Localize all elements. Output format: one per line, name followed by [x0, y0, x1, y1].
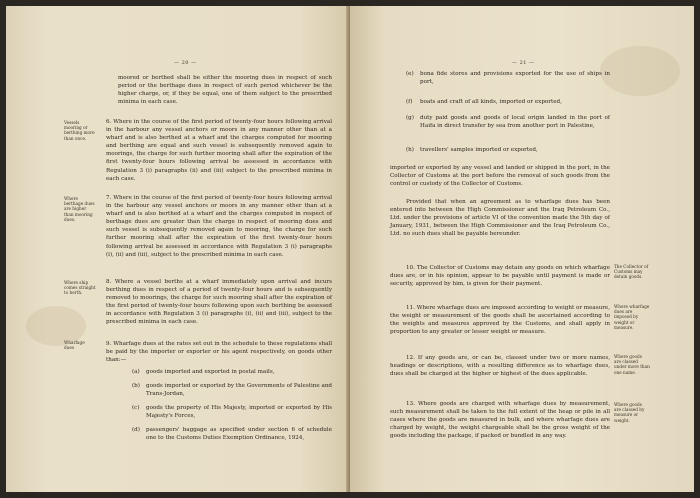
section-12	[390, 354, 610, 378]
margin-note-9: Wharfage dues	[64, 340, 85, 351]
section-6	[106, 118, 332, 183]
section-number: 12.	[406, 355, 415, 361]
item-text: goods the property of His Majesty, imported or exported by His Majesty's Forces,	[146, 405, 332, 420]
section-text: Wharfage dues at the rates set out in the schedule to these regulations shall be paid by the importer or exporter or his agent respectively, on goods other than:—	[106, 341, 333, 364]
item-text: travellers' samples imported or exported,	[420, 147, 538, 153]
item-label: (d)	[132, 427, 140, 433]
section-text: If any goods are, or can be, classed under two or more names, headings or descriptions, with a resulting difference as to wharfage dues, dues shall be charged at the higher or highest of the dues applicable.	[390, 355, 610, 378]
section-text: Where in the course of the first period of twenty-four hours following arrival in the harbour any vessel anchors or moors in any manner other than at a wharf and is also berthed at a wharf and the charges computed in respect of berthage dues are greater than the charge in respect of mooring dues and such vessel is subsequently removed again to mooring, the charge for such further mooring shall after the expiration of the first twenty-four hours following arrival be assessed in accordance with Regulation 3 (i) paragraphs (i), (ii) and (iii), subject to the prescribed minima in each case.	[106, 195, 333, 258]
left-page	[6, 6, 350, 492]
open-booklet	[6, 6, 694, 492]
right-page-number: — 21 —	[512, 60, 535, 66]
item-label: (c)	[132, 405, 140, 411]
item-label: (a)	[132, 369, 140, 375]
item-text: goods imported or exported by the Governments of Palestine and Trans-Jordan,	[146, 383, 332, 398]
exemption-item-a	[132, 368, 332, 376]
section-9	[106, 340, 332, 364]
section-number: 8.	[106, 279, 112, 285]
section-text: Where in the course of the first period of twenty-four hours following arrival in the harbour any vessel anchors or moors in any manner other than at a wharf and is also berthed at a wharf and the charges computed for mooring and berthing are equal and such vessel is subsequently removed again to moorings, the charge for such further mooring shall after the expiration of the first twenty-four hours following arrival be assessed in accordance with Regulation 3 (i) paragraphs (ii) and (iii) subject to the prescribed minima in each case.	[106, 119, 333, 182]
item-label: (e)	[406, 71, 414, 77]
section-number: 7.	[106, 195, 112, 201]
exemption-item-b	[132, 382, 332, 398]
item-text: bona fide stores and provisions exported for the use of ships in port,	[420, 71, 610, 86]
margin-note-8: Where ship comes straight to berth.	[64, 280, 96, 296]
item-label: (b)	[132, 383, 140, 389]
section-number: 9.	[106, 341, 112, 347]
section-number: 10.	[406, 265, 415, 271]
margin-note-6: Vessels mooring or berthing more than once.	[64, 120, 95, 141]
section-text: Where a vessel berths at a wharf immediately upon arrival and incurs berthing dues in respect of a period of twenty-four hours and is subsequently removed to moorings, the charge for such mooring shall after the expiration of the first period of twenty-four hours following upon such berthing be assessed in accordance with Regulation 3 (i) paragraphs (i), (ii) and (iii), subject to the prescribed minima in each case.	[106, 279, 333, 326]
paper-stain	[600, 46, 680, 96]
item-text: goods imported and exported in postal mails,	[146, 369, 275, 375]
margin-note-13: Where goods are classed by measure or weight.	[614, 402, 645, 423]
section-text: Where goods are charged with wharfage dues by measurement, such measurement shall be taken to the full extent of the heap or pile in all cases where the goods are measured in bulk, and where wharfage dues are charged by weight, the weight chargeable shall be the gross weight of the goods including the package, if packed or bundled in any way.	[390, 401, 610, 440]
item-text: passengers' baggage as specified under section 6 of schedule one to the Customs Duties Exemption Ordinance, 1924,	[146, 427, 332, 442]
item-text: boats and craft of all kinds, imported or exported,	[420, 99, 562, 105]
right-page	[350, 6, 694, 492]
left-intro-paragraph: moored or berthed shall be either the mooring dues in respect of such period or the berthage dues in respect of such period whichever be the higher charge, or, if they be equal, one of them subject to the prescribed minima in each case.	[118, 75, 332, 106]
item-label: (g)	[406, 115, 414, 121]
section-8	[106, 278, 332, 327]
margin-note-7: Where berthage dues are higher than mooring dues.	[64, 196, 95, 222]
section-number: 13.	[406, 401, 415, 407]
exemption-item-g	[406, 114, 610, 130]
iraq-petroleum-proviso: Provided that when an agreement as to wharfage dues has been entered into between the High Commissioner and the Iraq Petroleum Co., Ltd. under the provisions of article VI of the convention made the 5th day of January, 1931, between the High Commissioner and the Iraq Petroleum Co., Ltd. no such dues shall be payable hereunder.	[390, 199, 610, 238]
item-text: duty paid goods and goods of local origin landed in the port of Haifa in direct transfer by sea from another port in Palestine,	[420, 115, 610, 130]
section-text: Where wharfage dues are imposed according to weight or measure, the weight or measurement of the goods shall be ascertained according to the weights and measures approved by the Customs, and shall apply in proportion to any greater or lesser weight or measure.	[390, 305, 610, 336]
item-label: (h)	[406, 147, 414, 153]
exemption-item-f	[406, 98, 610, 106]
section-10	[390, 264, 610, 288]
section-number: 6.	[106, 119, 112, 125]
item-label: (f)	[406, 99, 413, 105]
margin-note-12: Where goods are classed under more than one name.	[614, 354, 650, 375]
section-7	[106, 194, 332, 259]
margin-note-11: Where wharfage dues are imposed by weight or measure.	[614, 304, 650, 330]
margin-note-10: The Collector of Customs may detain goods.	[614, 264, 649, 280]
section-text: The Collector of Customs may detain any goods on which wharfage dues are, or in his opinion, appear to be payable until payment is made or security, approved by him, is given for their payment.	[390, 265, 610, 288]
exemption-item-c	[132, 404, 332, 420]
exemption-item-e	[406, 70, 610, 86]
section-11	[390, 304, 610, 336]
section-13	[390, 400, 610, 440]
left-page-number: — 20 —	[174, 60, 197, 66]
exemption-item-d	[132, 426, 332, 442]
section-number: 11.	[406, 305, 415, 311]
wharfage-continuation: imported or exported by any vessel and landed or shipped in the port, in the Collector of Customs at the port before the removal of such goods from the control or custody of the Collector of Customs.	[390, 165, 610, 188]
exemption-item-h	[406, 146, 610, 154]
